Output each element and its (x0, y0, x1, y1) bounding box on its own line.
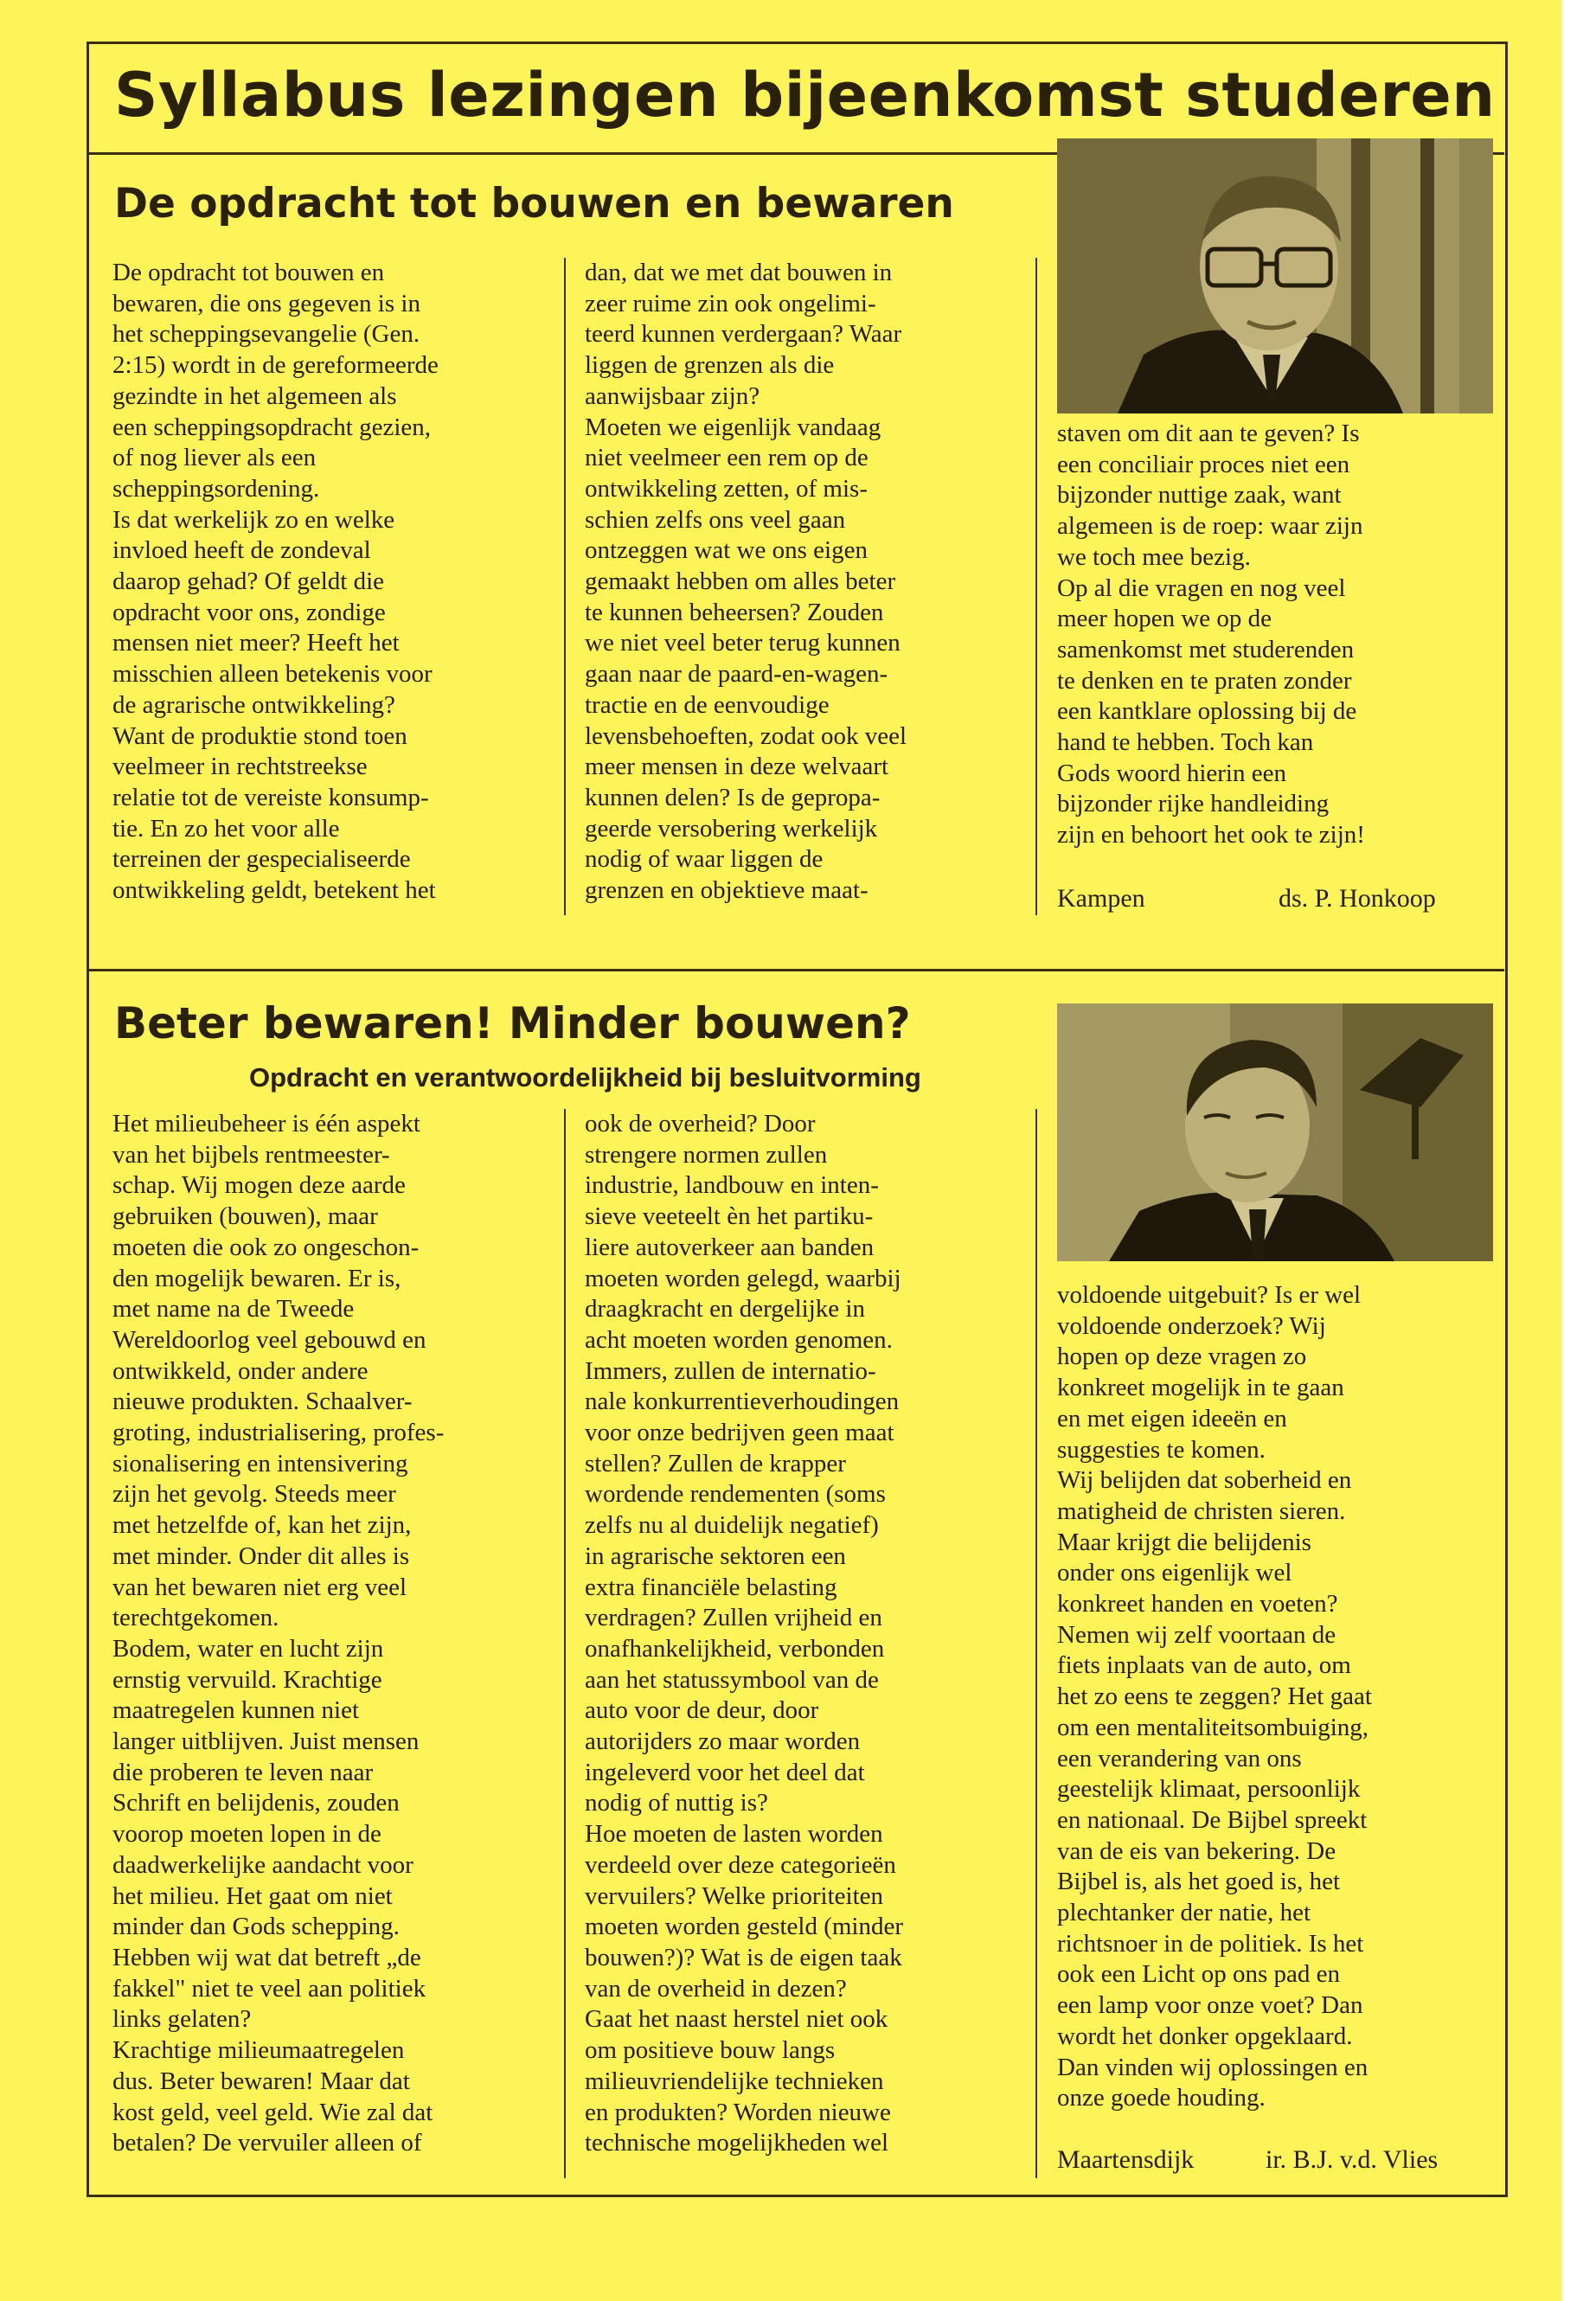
article1-column-1: De opdracht tot bouwen en bewaren, die ons gegeven is in het scheppingsevangelie (Gen. 2:15) wordt in de gereformeerde gezindte in het algemeen als een scheppingsopdracht gezien, of nog liever als een scheppingsordening. Is dat werkelijk zo en welke invloed heeft de zondeval daarop gehad? Of geldt die opdracht voor ons, zondige mensen niet meer? Heeft het misschien alleen betekenis voor de agrarische ontwikkeling? Want de produktie stond toen veelmeer in rechtstreekse relatie tot de vereiste konsump- tie. En zo het voor alle terreinen der gespecialiseerde ontwikkeling geldt, betekent het (112, 259, 439, 905)
article1-author: ds. P. Honkoop (1279, 884, 1436, 913)
section-divider (89, 969, 1504, 971)
article2-column-3: voldoende uitgebuit? Is er wel voldoende onderzoek? Wij hopen op deze vragen zo konkreet mogelijk in te gaan en met eigen ideeën en suggesties te komen. Wij belijden dat soberheid en matigheid de christen sieren. Maar krijgt die belijdenis onder ons eigenlijk wel konkreet handen en voeten? Nemen wij zelf voortaan de fiets inplaats van de auto, om het zo eens te zeggen? Het gaat om een mentaliteitsombuiging, een verandering van ons geestelijk klimaat, persoonlijk en nationaal. De Bijbel spreekt van de eis van bekering. De Bijbel is, als het goed is, het plechtanker der natie, het richtsnoer in de politiek. Is het ook een Licht op ons pad en een lamp voor onze voet? Dan wordt het donker opgeklaard. Dan vinden wij oplossingen en onze goede houding. (1057, 1281, 1372, 2112)
article1-place: Kampen (1057, 884, 1145, 913)
article2-column-rule-1 (564, 1109, 566, 2178)
article1-column-3: staven om dit aan te geven? Is een conciliair proces niet een bijzonder nuttige zaak, want algemeen is de roep: waar zijn we toch mee bezig. Op al die vragen en nog veel meer hopen we op de samenkomst met studerenden te denken en te praten zonder een kantklare oplossing bij de hand te hebben. Toch kan Gods woord hierin een bijzonder rijke handleiding zijn en behoort het ook te zijn! (1057, 420, 1365, 849)
article2-author: ir. B.J. v.d. Vlies (1266, 2145, 1439, 2174)
article2-title: Beter bewaren! Minder bouwen? (114, 998, 911, 1048)
article1-column-rule-2 (1035, 258, 1037, 915)
article1-column-2: dan, dat we met dat bouwen in zeer ruime zin ook ongelimi- teerd kunnen verdergaan? Waar liggen de grenzen als die aanwijsbaar zijn? Moeten we eigenlijk vandaag niet veelmeer een rem op de ontwikkeling zetten, of mis- schien zelfs ons veel gaan ontzeggen wat we ons eigen gemaakt hebben om alles beter te kunnen beheersen? Zouden we niet veel beter terug kunnen gaan naar de paard-en-wagen- tractie en de eenvoudige levensbehoeften, zodat ook veel meer mensen in deze welvaart kunnen delen? Is de gepropa- geerde versobering werkelijk nodig of waar liggen de grenzen en objektieve maat- (585, 259, 907, 905)
article2-place: Maartensdijk (1057, 2145, 1195, 2174)
article2-column-1: Het milieubeheer is één aspekt van het bijbels rentmeester- schap. Wij mogen deze aarde gebruiken (bouwen), maar moeten die ook zo ongeschon- den mogelijk bewaren. Er is, met name na de Tweede Wereldoorlog veel gebouwd en ontwikkeld, onder andere nieuwe produkten. Schaalver- groting, industrialisering, profes- sionalisering en intensivering zijn het gevolg. Steeds meer met hetzelfde of, kan het zijn, met minder. Onder dit alles is van het bewaren niet erg veel terechtgekomen. Bodem, water en lucht zijn ernstig vervuild. Krachtige maatregelen kunnen niet langer uitblijven. Juist mensen die proberen te leven naar Schrift en belijdenis, zouden voorop moeten lopen in de daadwerkelijke aandacht voor het milieu. Het gaat om niet minder dan Gods schepping. Hebben wij wat dat betreft „de fakkel" niet te veel aan politiek links gelaten? Krachtige milieumaatregelen dus. Beter bewaren! Maar dat kost geld, veel geld. Wie zal dat betalen? De vervuiler alleen of (112, 1110, 445, 2157)
article2-subtitle: Opdracht en verantwoordelijkheid bij besluitvorming (249, 1062, 921, 1093)
article2-column-2: ook de overheid? Door strengere normen zullen industrie, landbouw en inten- sieve veeteelt èn het partiku- liere autoverkeer aan banden moeten worden gelegd, waarbij draagkracht en dergelijke in acht moeten worden genomen. Immers, zullen de internatio- nale konkurrentieverhoudingen voor onze bedrijven geen maat stellen? Zullen de krapper wordende rendementen (soms zelfs nu al duidelijk negatief) in agrarische sektoren een extra financiële belasting verdragen? Zullen vrijheid en onafhankelijkheid, verbonden aan het statussymbool van de auto voor de deur, door autorijders zo maar worden ingeleverd voor het deel dat nodig of nuttig is? Hoe moeten de lasten worden verdeeld over deze categorieën vervuilers? Welke prioriteiten moeten worden gesteld (minder bouwen?)? Wat is de eigen taak van de overheid in dezen? Gaat het naast herstel niet ook om positieve bouw langs milieuvriendelijke technieken en produkten? Worden nieuwe technische mogelijkheden wel (585, 1110, 904, 2157)
article2-column-rule-2 (1035, 1109, 1037, 2178)
portrait-photo-vdvlies (1057, 1003, 1493, 1261)
article1-title: De opdracht tot bouwen en bewaren (114, 180, 954, 228)
article1-column-rule-1 (564, 258, 566, 915)
portrait-photo-honkoop (1057, 138, 1493, 413)
page-title: Syllabus lezingen bijeenkomst studeren (114, 60, 1496, 131)
